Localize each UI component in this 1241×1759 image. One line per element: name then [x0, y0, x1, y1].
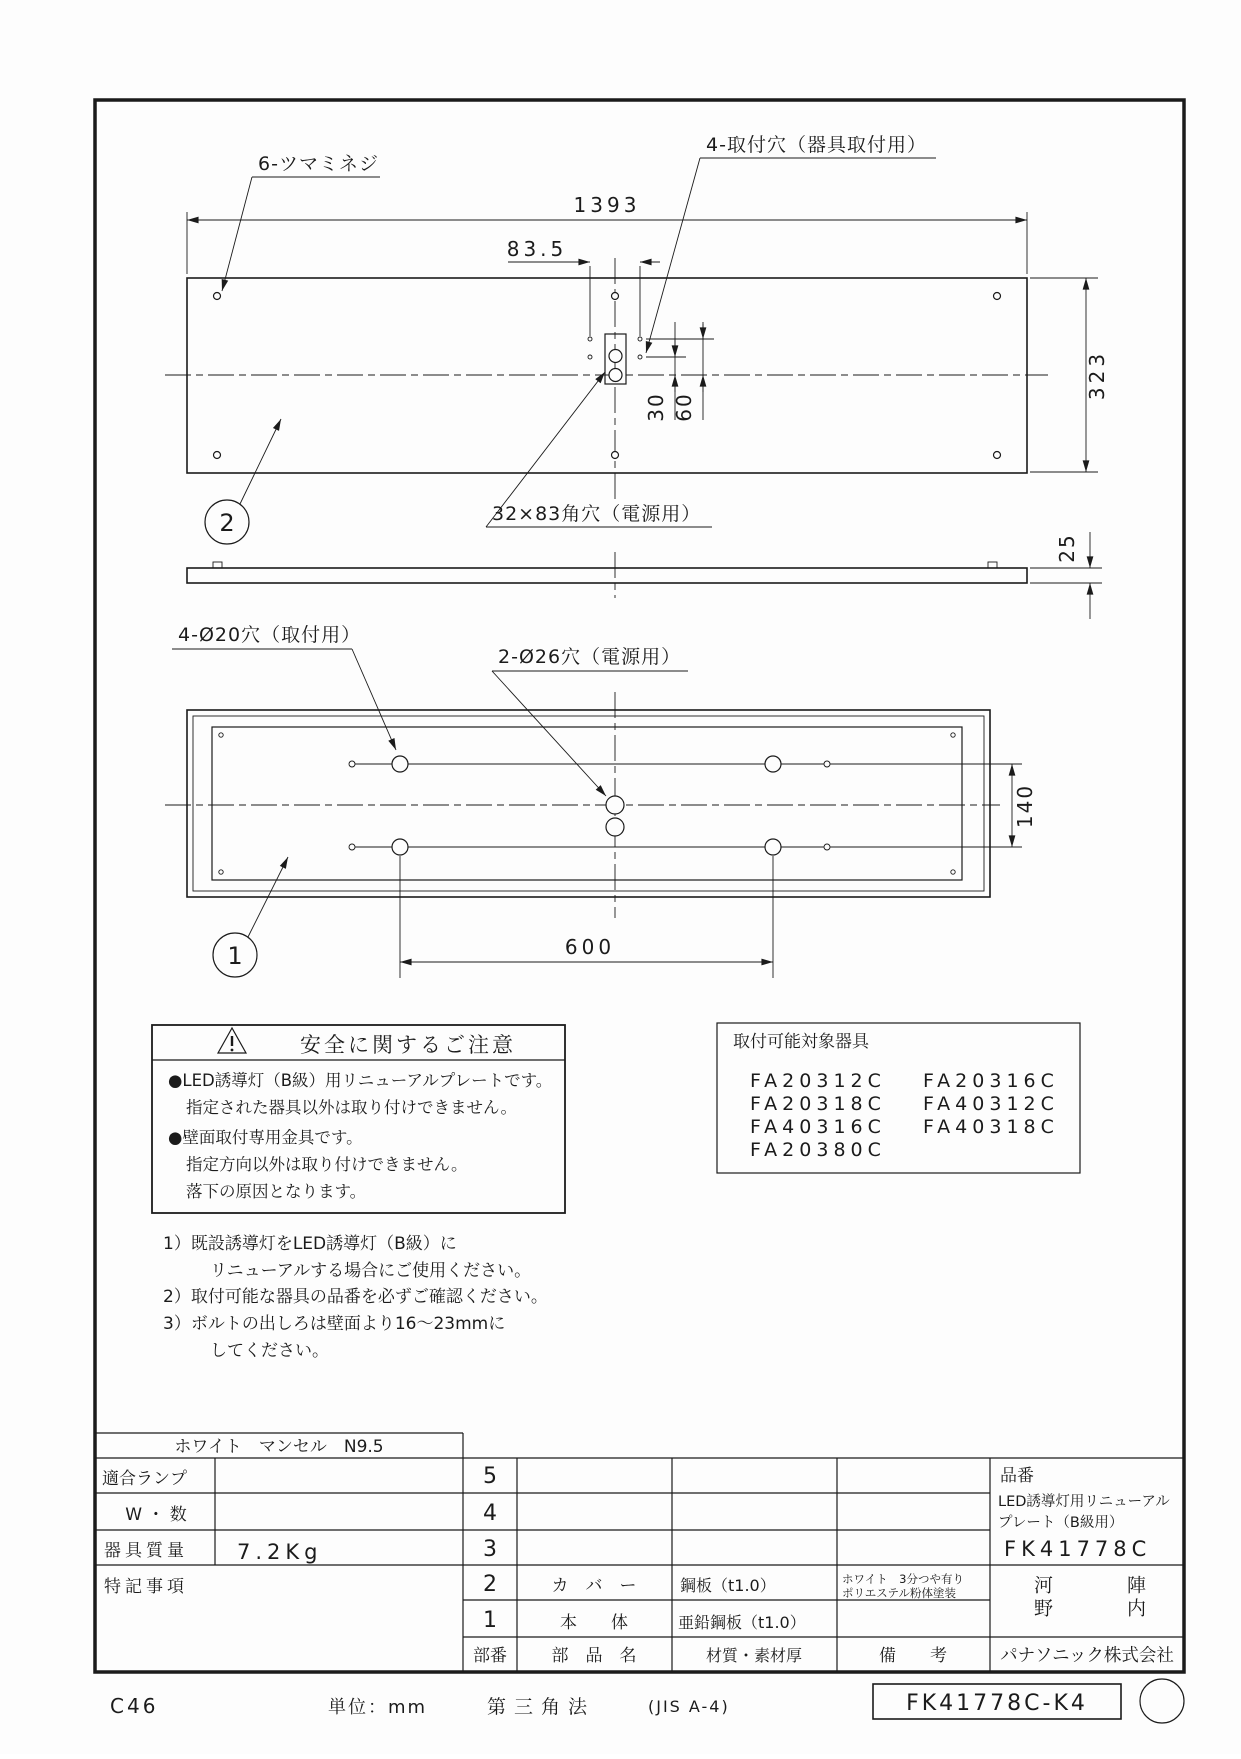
panel-screw — [951, 870, 955, 874]
part-no-label: 品番 — [1000, 1466, 1034, 1486]
compatible-fixtures-box — [717, 1023, 1080, 1173]
unit-label: 単位：mm — [328, 1697, 428, 1718]
mount-hole — [588, 337, 592, 341]
part-no-value: FK41778C — [1004, 1537, 1152, 1561]
model-number: FA40316C — [750, 1116, 886, 1138]
mount-hole-20 — [392, 839, 408, 855]
part-row-number: 2 — [483, 1572, 497, 1597]
mount-hole-20 — [765, 756, 781, 772]
dim-30: 30 — [644, 392, 668, 422]
thumb-screw-label: 6-ツマミネジ — [258, 153, 379, 175]
paper-size-label: (JIS A-4) — [648, 1697, 730, 1716]
front-view — [165, 624, 1037, 978]
dim-thickness: 25 — [1055, 533, 1079, 563]
body-inner-line — [193, 716, 984, 891]
model-number: FA40312C — [923, 1093, 1059, 1115]
part-row-number: 4 — [483, 1501, 497, 1526]
mount-hole — [638, 355, 642, 359]
safety-line: ●LED誘導灯（B級）用リニューアルプレートです。 — [168, 1071, 553, 1090]
note-line: してください。 — [210, 1341, 329, 1361]
header-material: 材質・素材厚 — [705, 1646, 803, 1665]
dim-width: 1393 — [573, 193, 641, 217]
part-note: ホワイト 3分つや有り — [842, 1572, 964, 1586]
pilot-hole — [349, 844, 355, 850]
notes — [163, 1234, 548, 1361]
panel-screw — [951, 733, 955, 737]
panel-screw — [219, 733, 223, 737]
part-name: 本 体 — [560, 1613, 628, 1633]
thumb-screw — [612, 293, 619, 300]
compatible-title: 取付可能対象器具 — [733, 1032, 869, 1052]
safety-title: 安全に関するご注意 — [300, 1033, 516, 1057]
power-hole-circle — [609, 369, 622, 382]
mount-hole — [588, 355, 592, 359]
side-screw — [988, 562, 997, 568]
pilot-hole — [824, 844, 830, 850]
safety-line: 指定方向以外は取り付けできません。 — [186, 1155, 468, 1174]
thumb-screw — [214, 293, 221, 300]
top-view — [165, 134, 1109, 544]
projection-label: 第三角法 — [487, 1696, 596, 1718]
safety-notice-box — [152, 1025, 565, 1213]
side-screw — [213, 562, 222, 568]
safety-line: 落下の原因となります。 — [186, 1182, 367, 1201]
note-line: リニューアルする場合にご使用ください。 — [210, 1261, 532, 1281]
note-line: 2）取付可能な器具の品番を必ずご確認ください。 — [163, 1287, 548, 1307]
footer — [110, 1679, 1184, 1723]
safety-line: 指定された器具以外は取り付けできません。 — [186, 1098, 517, 1117]
note-line: 3）ボルトの出しろは壁面より16～23mmに — [163, 1314, 506, 1334]
approver-stamp: 河野 — [1031, 1575, 1053, 1621]
approver-stamp: 陣内 — [1124, 1575, 1146, 1621]
mount-hole-20-label: 4-Ø20穴（取付用） — [178, 624, 362, 646]
plate-outline — [187, 278, 1027, 473]
product-name-line1: LED誘導灯用リニューアル — [998, 1494, 1170, 1510]
power-hole-label: 32×83角穴（電源用） — [492, 503, 702, 525]
header-name: 部 品 名 — [551, 1646, 637, 1666]
part-material: 亜鉛鋼板（t1.0） — [678, 1613, 806, 1632]
power-hole-26 — [606, 796, 624, 814]
model-number: FA20312C — [750, 1070, 886, 1092]
balloon-2-number: 2 — [219, 509, 235, 537]
power-hole-circle — [609, 350, 622, 363]
panel-screw — [219, 870, 223, 874]
lamp-label: 適合ランプ — [102, 1469, 187, 1489]
part-row-number: 5 — [483, 1464, 497, 1489]
product-name-line2: プレート（B級用） — [998, 1515, 1124, 1531]
doc-number: FK41778C-K4 — [906, 1691, 1088, 1716]
sheet-code: C46 — [110, 1694, 159, 1718]
part-material: 鋼板（t1.0） — [680, 1576, 776, 1595]
warning-icon — [218, 1028, 246, 1053]
title-block — [95, 1433, 1184, 1672]
dim-height: 323 — [1085, 349, 1109, 401]
dim-600: 600 — [564, 935, 616, 959]
body-outline — [187, 710, 990, 897]
mount-hole — [638, 337, 642, 341]
mass-value: 7.2Kg — [237, 1540, 323, 1564]
dim-offset: 83.5 — [506, 237, 568, 261]
model-number: FA40318C — [923, 1116, 1059, 1138]
revision-circle — [1140, 1679, 1184, 1723]
thumb-screw — [994, 293, 1001, 300]
thumb-screw — [612, 452, 619, 459]
model-number: FA20380C — [750, 1139, 886, 1161]
power-hole-26 — [606, 818, 624, 836]
part-name: カ バ ー — [551, 1576, 637, 1596]
part-row-number: 1 — [483, 1608, 497, 1633]
model-number: FA20318C — [750, 1093, 886, 1115]
mount-hole-20 — [765, 839, 781, 855]
thumb-screw — [994, 452, 1001, 459]
header-note: 備 考 — [879, 1646, 947, 1666]
power-hole-26-label: 2-Ø26穴（電源用） — [498, 646, 682, 668]
panel-outline — [212, 727, 962, 880]
dim-140: 140 — [1013, 783, 1037, 829]
company-name: パナソニック株式会社 — [1000, 1646, 1174, 1666]
mass-label: 器具質量 — [104, 1541, 188, 1561]
model-number: FA20316C — [923, 1070, 1059, 1092]
remarks-label: 特記事項 — [104, 1577, 188, 1597]
note-line: 1）既設誘導灯をLED誘導灯（B級）に — [163, 1234, 457, 1254]
header-no: 部番 — [473, 1646, 507, 1666]
paint-spec: ホワイト マンセル N9.5 — [174, 1437, 384, 1457]
mount-hole-label: 4-取付穴（器具取付用） — [706, 134, 927, 156]
balloon-1-number: 1 — [227, 942, 243, 970]
pilot-hole — [349, 761, 355, 767]
mount-hole-20 — [392, 756, 408, 772]
safety-line: ●壁面取付専用金具です。 — [168, 1128, 363, 1147]
wattage-label: W ・ 数 — [125, 1505, 187, 1525]
dim-60: 60 — [672, 392, 696, 422]
part-note: ポリエステル粉体塗装 — [842, 1586, 956, 1600]
part-row-number: 3 — [483, 1537, 497, 1562]
thumb-screw — [214, 452, 221, 459]
pilot-hole — [824, 761, 830, 767]
side-view — [187, 532, 1102, 619]
side-outline — [187, 568, 1027, 583]
